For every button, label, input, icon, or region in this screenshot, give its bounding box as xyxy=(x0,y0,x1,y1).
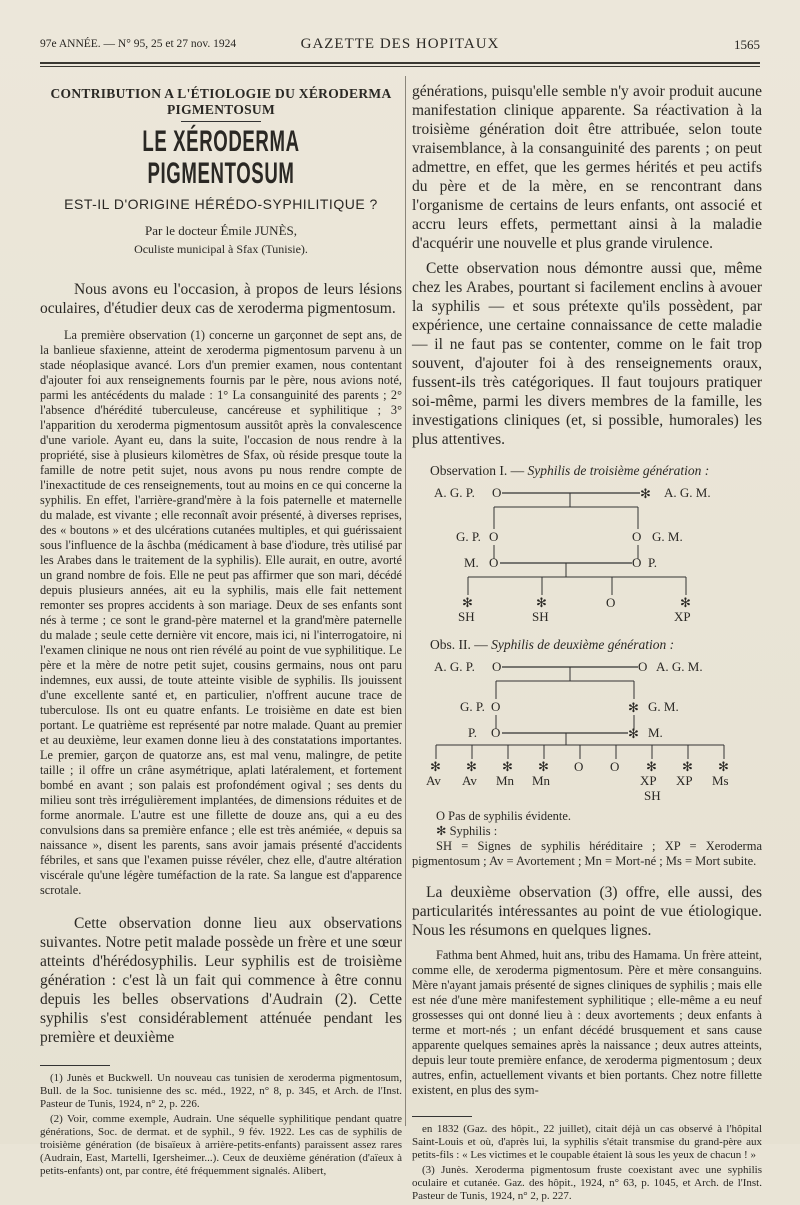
svg-text:O: O xyxy=(491,699,501,714)
svg-text:O: O xyxy=(632,555,642,570)
ped1-agm: A. G. M. xyxy=(664,485,711,500)
observation-1-title: Observation I. — Syphilis de troisième génération : xyxy=(430,463,710,478)
svg-text:✻: ✻ xyxy=(682,759,693,774)
right-footnote-rule xyxy=(412,1116,472,1117)
ped1-gm: G. M. xyxy=(652,529,683,544)
svg-text:O: O xyxy=(492,659,502,674)
conclusion-paragraph: Cette observation donne lieu aux observations suivantes. Notre petit malade possède un frère et une sœur atteints d'hérédosyphilis. Leur syphilis est de troisième génération : c'est là un fait qui commence à être connu depuis les belles observations d'Audrain (2). Cette syphilis s'est considérablement atténuée pendant les première et deuxième xyxy=(40,915,402,1046)
ped1-kid-4: XP xyxy=(674,609,691,623)
ped1-agp-mark: O xyxy=(492,485,502,500)
svg-text:✻: ✻ xyxy=(628,700,639,715)
title-rule xyxy=(181,121,261,122)
right-column xyxy=(412,76,762,1205)
column-divider xyxy=(405,76,406,1126)
ped2-gm: G. M. xyxy=(648,699,679,714)
ped2-kid-4: Mn xyxy=(532,773,551,788)
author-role: Oculiste municipal à Sfax (Tunisie). xyxy=(134,242,308,256)
observation-2-body: Fathma bent Ahmed, huit ans, tribu des Hamama. Un frère atteint, comme elle, de xeroderma pigmentosum. Père et mère consanguins. Mère n'ayant jamais présenté de signes cliniques de syphilis ; mais elle est née d'une mère manifestement syphilitique ; elle-même a eu neuf grossesses qui ont donné lieu à : deux avortements ; deux enfants à terme et mort-nés ; un enfant décédé brusquement et sans cause apparente quelques semaines après la naissance ; deux autres atteints, depuis leur toute première enfance, de xeroderma pigmentosum ; deux autres, enfin, actuellement vivants et bien portants. Chez notre fillette existent, en plus des sym- xyxy=(412,948,762,1097)
svg-text:O: O xyxy=(491,725,501,740)
ped1-gp: G. P. xyxy=(456,529,481,544)
right-footnote-2: (3) Junès. Xeroderma pigmentosum fruste coexistant avec une syphilis oculaire et cutanée. Gaz. des hôpit., 1924, n° 63, p. 1045, et Arch. de l'Inst. Pasteur de Tunis, 1924, n° 2, p. 227. xyxy=(412,1164,762,1202)
ped2-kid-3: Mn xyxy=(496,773,515,788)
svg-text:O: O xyxy=(574,759,584,774)
ped2-kid-7: XP xyxy=(640,773,657,788)
ped2-agp: A. G. P. xyxy=(434,659,475,674)
article-subtitle: EST-IL D'ORIGINE HÉRÉDO-SYPHILITIQUE ? xyxy=(64,196,378,212)
observation-1-body: La première observation (1) concerne un garçonnet de sept ans, de la banlieue sfaxienne, atteint de xeroderma pigmentosum parvenu à un stade néoplasique avancé. Lors d'un premier examen, nous contentant d'ajouter foi aux renseignements fournis par le père, nous avions noté, parmi les antécédents du malade : 1° La consanguinité des parents ; 2° l'absence d'hérédité tuberculeuse, cancéreuse et syphilitique ; 3° l'apparition du xeroderma pigmentosum aussitôt après la convalescence d'une variole. Ayant eu, dans la suite, l'occasion de nous rendre à la propriété, sise à plusieurs kilomètres de Sfax, où réside presque toute la famille de notre petit sujet, nous avons pu nous rendre compte de l'inexactitude de ces renseignements, tout au moins en ce qui concerne la syphilis. En effet, l'arrière-grand'mère à la fois paternelle et maternelle du malade, est vivante ; elle reconnaît avoir présenté, à diverses reprises, des « boutons » et des ulcérations cutanées multiples, et qui guérissaient sous l'influence de la âschba (médicament à base d'iodure, très utilisé par les Arabes dans le traitement de la syphilis). Elle aurait, en outre, avorté un grand nombre de fois. Elle ne peut pas affirmer que son mari, décédé depuis plusieurs années, ait eu la syphilis, mais elle fait nettement remonter ses propres accidents à son mariage. Deux de ses enfants sont nés à terme ; ce sont le grand-père maternel et la grand'mère paternelle du malade ; seule cette dernière vit encore, mais ici, ni l'interrogatoire, ni l'examen clinique ne nous ont rien révélé au point de vue syphilitique. Le père et la mère de notre petit sujet, cousins germains, nous ont paru indemnes, eux aussi, de toute atteinte visible de syphilis. Ils jouissent d'une excellente santé et, en particulier, n'offrent aucune trace de tuberculose. Ils ont eu quatre enfants. Le troisième en date est bien portant. Le quatrième est représenté par notre malade. Quant au premier et au deuxième, leur examen donne lieu à des constatations importantes. Le premier, garçon de quatorze ans, est mal venu, malingre, de petite taille ; il offre un crâne asymétrique, aplati latéralement, et fortement bombé en avant ; son palais est profondément ogival ; ses dents du milieu sont très irrégulièrement implantées, de dimensions réduites et de forme anormale. L'autre est une fillette de douze ans, qui a eu des convulsions dans sa première enfance ; elle est très anémiée, « depuis sa naissance », disent les parents, sans avoir jamais présenté d'accidents fébriles, et sans que l'examen puisse révéler, chez elle, d'autre altération viscérale qu'une légère tuméfaction de la rate. Sa langue est d'apparence scrotale. xyxy=(40,328,402,897)
ped2-kid-1: Av xyxy=(426,773,441,788)
right-footnote-1: en 1832 (Gaz. des hôpit., 22 juillet), citait déjà un cas observé à l'hôpital Saint-Louis et où, d'après lui, la syphilis s'était transmise du grand-père aux petits-fils : « Les victimes et le coupable étaient là sous les yeux de chacun ! » xyxy=(412,1123,762,1161)
svg-text:✻: ✻ xyxy=(646,759,657,774)
intro-paragraph: Nous avons eu l'occasion, à propos de leurs lésions oculaires, d'étudier deux cas de xeroderma pigmentosum. xyxy=(40,281,402,317)
svg-text:O: O xyxy=(610,759,620,774)
running-head xyxy=(40,34,760,56)
ped1-m: M. xyxy=(464,555,479,570)
author-block xyxy=(40,222,402,258)
ped1-p: P. xyxy=(648,555,658,570)
ped2-gp: G. P. xyxy=(460,699,485,714)
legend-abbreviations: SH = Signes de syphilis héréditaire ; XP = Xeroderma pigmentosum ; Av = Avortement ; Mn = Mort-né ; Ms = Mort subite. xyxy=(412,839,762,868)
svg-text:O: O xyxy=(489,529,499,544)
pedigree-observation-1 xyxy=(412,483,762,623)
footnote-2: (2) Voir, comme exemple, Audrain. Une séquelle syphilitique pendant quatre générations, Soc. de dermat. et de syphil., 9 fév. 1922. Les cas de syphilis de troisième génération (de bisaïeux à arrière-petits-enfants) paraissent assez rares (Audrain, East, Martelli, Igersheimer...). Ceux de deuxième génération (d'aïeux à petits-enfants) ont, par contre, été fréquemment signalés. Alibert, xyxy=(40,1113,402,1177)
header-rule-thin xyxy=(40,66,760,67)
ped2-agm: A. G. M. xyxy=(656,659,703,674)
author-name: Par le docteur Émile JUNÈS, xyxy=(145,223,297,238)
ped2-kid-8: XP xyxy=(676,773,693,788)
svg-text:✻: ✻ xyxy=(466,759,477,774)
svg-text:✻: ✻ xyxy=(462,595,473,610)
svg-text:✻: ✻ xyxy=(502,759,513,774)
right-paragraph-2: Cette observation nous démontre aussi que, même chez les Arabes, pourtant si facilement enclins à avouer la syphilis — et sous prétexte qu'ils possèdent, par expérience, une certaine connaissance de cette maladie — il ne faut pas se contenter, comme on le fait trop souvent, d'ajouter foi à des renseignements oraux, fussent-ils très catégoriques. Il faut toujours pratiquer soi-même, parmi les divers membres de la famille, les investigations cliniques (et, si possible, humorales) les plus attentives. xyxy=(412,260,762,448)
header-rule xyxy=(40,62,760,64)
observation-2-title: Obs. II. — Syphilis de deuxième génération : xyxy=(430,637,675,652)
ped2-kid-2: Av xyxy=(462,773,477,788)
svg-text:✻: ✻ xyxy=(628,726,639,741)
right-paragraph-1: générations, puisqu'elle semble n'y avoir produit aucune manifestation clinique apparente. Sa réactivation à la troisième génération doit être attribuée, selon toute vraisemblance, à la consanguinité des parents ; on peut admettre, en effet, que les germes hérités et peu actifs du père et de la mère, en se rencontrant dans l'organisme de certains de leurs enfants, ont associé et accru leurs effets, permettant ainsi à la maladie d'acquérir une nouvelle et plus grande virulence. xyxy=(412,83,762,252)
svg-text:O: O xyxy=(638,659,648,674)
left-column xyxy=(40,76,402,1180)
legend-no-syphilis: O Pas de syphilis évidente. xyxy=(436,809,572,823)
observation-2-intro: La deuxième observation (3) offre, elle aussi, des particularités intéressantes au point de vue étiologique. Nous les résumons en quelques lignes. xyxy=(412,884,762,939)
ped2-extra: SH xyxy=(644,788,661,803)
svg-text:✻: ✻ xyxy=(430,759,441,774)
ped1-agp: A. G. P. xyxy=(434,485,475,500)
pedigree-legend xyxy=(412,809,762,869)
footnote-rule xyxy=(40,1065,110,1066)
svg-text:✻: ✻ xyxy=(680,595,691,610)
page-number: 1565 xyxy=(734,37,760,52)
svg-text:O: O xyxy=(489,555,499,570)
ped1-agm-mark: ✻ xyxy=(640,486,651,501)
ped1-kid-1: SH xyxy=(458,609,475,623)
svg-text:✻: ✻ xyxy=(718,759,729,774)
svg-text:O: O xyxy=(632,529,642,544)
svg-text:✻: ✻ xyxy=(536,595,547,610)
svg-text:✻: ✻ xyxy=(538,759,549,774)
issue-info: 97e ANNÉE. — N° 95, 25 et 27 nov. 1924 xyxy=(40,38,237,50)
legend-syphilis: ✻ Syphilis : xyxy=(436,824,498,838)
footnote-1: (1) Junès et Buckwell. Un nouveau cas tunisien de xeroderma pigmentosum, Bull. de la Soc. tunisienne des sc. méd., 1922, n° 8, p. 345, et Arch. de l'Inst. Pasteur de Tunis, 1924, n° 2, p. 226. xyxy=(40,1072,402,1110)
ped2-m: M. xyxy=(648,725,663,740)
article-kicker: CONTRIBUTION A L'ÉTIOLOGIE DU XÉRODERMA PIGMENTOSUM xyxy=(50,86,392,117)
ped2-kid-9: Ms xyxy=(712,773,729,788)
article-title: LE XÉRODERMA PIGMENTOSUM xyxy=(142,125,300,190)
journal-name: GAZETTE DES HOPITAUX xyxy=(300,36,500,52)
ped1-kid-2: SH xyxy=(532,609,549,623)
pedigree-observation-2 xyxy=(412,657,762,805)
svg-text:O: O xyxy=(606,595,616,610)
ped2-p: P. xyxy=(468,725,478,740)
